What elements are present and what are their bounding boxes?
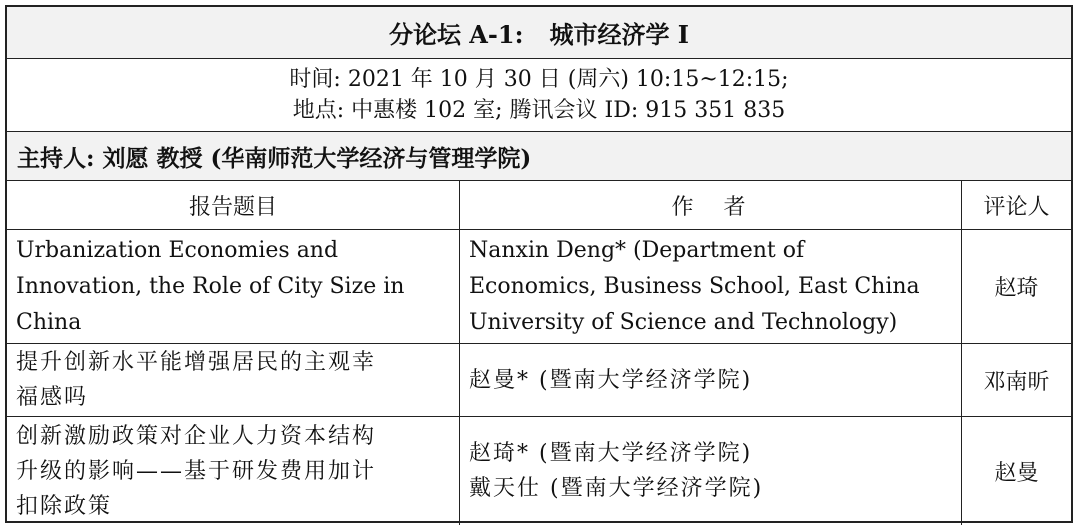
session-place: 地点: 中惠楼 102 室; 腾讯会议 ID: 915 351 835 bbox=[292, 98, 786, 123]
table-row bbox=[7, 344, 1071, 417]
report-title-line: 创新激励政策对企业人力资本结构 bbox=[16, 423, 377, 449]
header-discussant bbox=[961, 181, 1071, 229]
report-title-cell bbox=[7, 230, 459, 343]
session-title-name: 城市经济学 I bbox=[549, 20, 690, 49]
session-title-row bbox=[7, 7, 1071, 59]
report-title-line: China bbox=[16, 309, 82, 335]
report-title-line: 提升创新水平能增强居民的主观幸 bbox=[16, 350, 377, 375]
session-time: 时间: 2021 年 10 月 30 日 (周六) 10:15~12:15; bbox=[289, 67, 789, 92]
report-title-line: Innovation, the Role of City Size in bbox=[16, 273, 405, 299]
discussant-cell bbox=[961, 417, 1071, 525]
author-line: Economics, Business School, East China bbox=[469, 273, 920, 299]
discussant-name: 赵琦 bbox=[994, 276, 1039, 301]
report-title-cell bbox=[7, 417, 459, 525]
author-cell bbox=[459, 230, 961, 343]
header-report-title bbox=[7, 181, 459, 229]
session-title-prefix: 分论坛 A-1: bbox=[388, 20, 524, 49]
session-info-row bbox=[7, 59, 1071, 132]
table-row bbox=[7, 417, 1071, 525]
report-title-line: 福感吗 bbox=[16, 385, 89, 410]
session-host-row bbox=[7, 132, 1071, 181]
author-cell bbox=[459, 417, 961, 525]
discussant-cell bbox=[961, 230, 1071, 343]
table-header-row bbox=[7, 181, 1071, 230]
discussant-name: 邓南昕 bbox=[983, 369, 1050, 395]
report-title-cell bbox=[7, 344, 459, 416]
author-line: 戴天仕 (暨南大学经济学院) bbox=[469, 476, 764, 501]
table-row bbox=[7, 230, 1071, 344]
session-host: 主持人: 刘愿 教授 (华南师范大学经济与管理学院) bbox=[17, 144, 532, 172]
author-line: Nanxin Deng* (Department of bbox=[469, 237, 805, 263]
author-cell bbox=[459, 344, 961, 416]
header-discussant-label: 评论人 bbox=[983, 194, 1050, 220]
header-author-label: 作 者 bbox=[671, 194, 750, 220]
report-title-line: Urbanization Economies and bbox=[16, 237, 339, 263]
report-title-line: 扣除政策 bbox=[16, 493, 113, 519]
author-line: 赵琦* (暨南大学经济学院) bbox=[469, 441, 753, 466]
session-schedule-table bbox=[5, 5, 1073, 523]
author-line: 赵曼* (暨南大学经济学院) bbox=[469, 367, 753, 393]
author-line: University of Science and Technology) bbox=[469, 309, 898, 335]
discussant-name: 赵曼 bbox=[994, 460, 1039, 486]
header-report-title-label: 报告题目 bbox=[188, 194, 277, 220]
report-title-line: 升级的影响——基于研发费用加计 bbox=[16, 458, 377, 484]
discussant-cell bbox=[961, 344, 1071, 416]
header-author bbox=[459, 181, 961, 229]
